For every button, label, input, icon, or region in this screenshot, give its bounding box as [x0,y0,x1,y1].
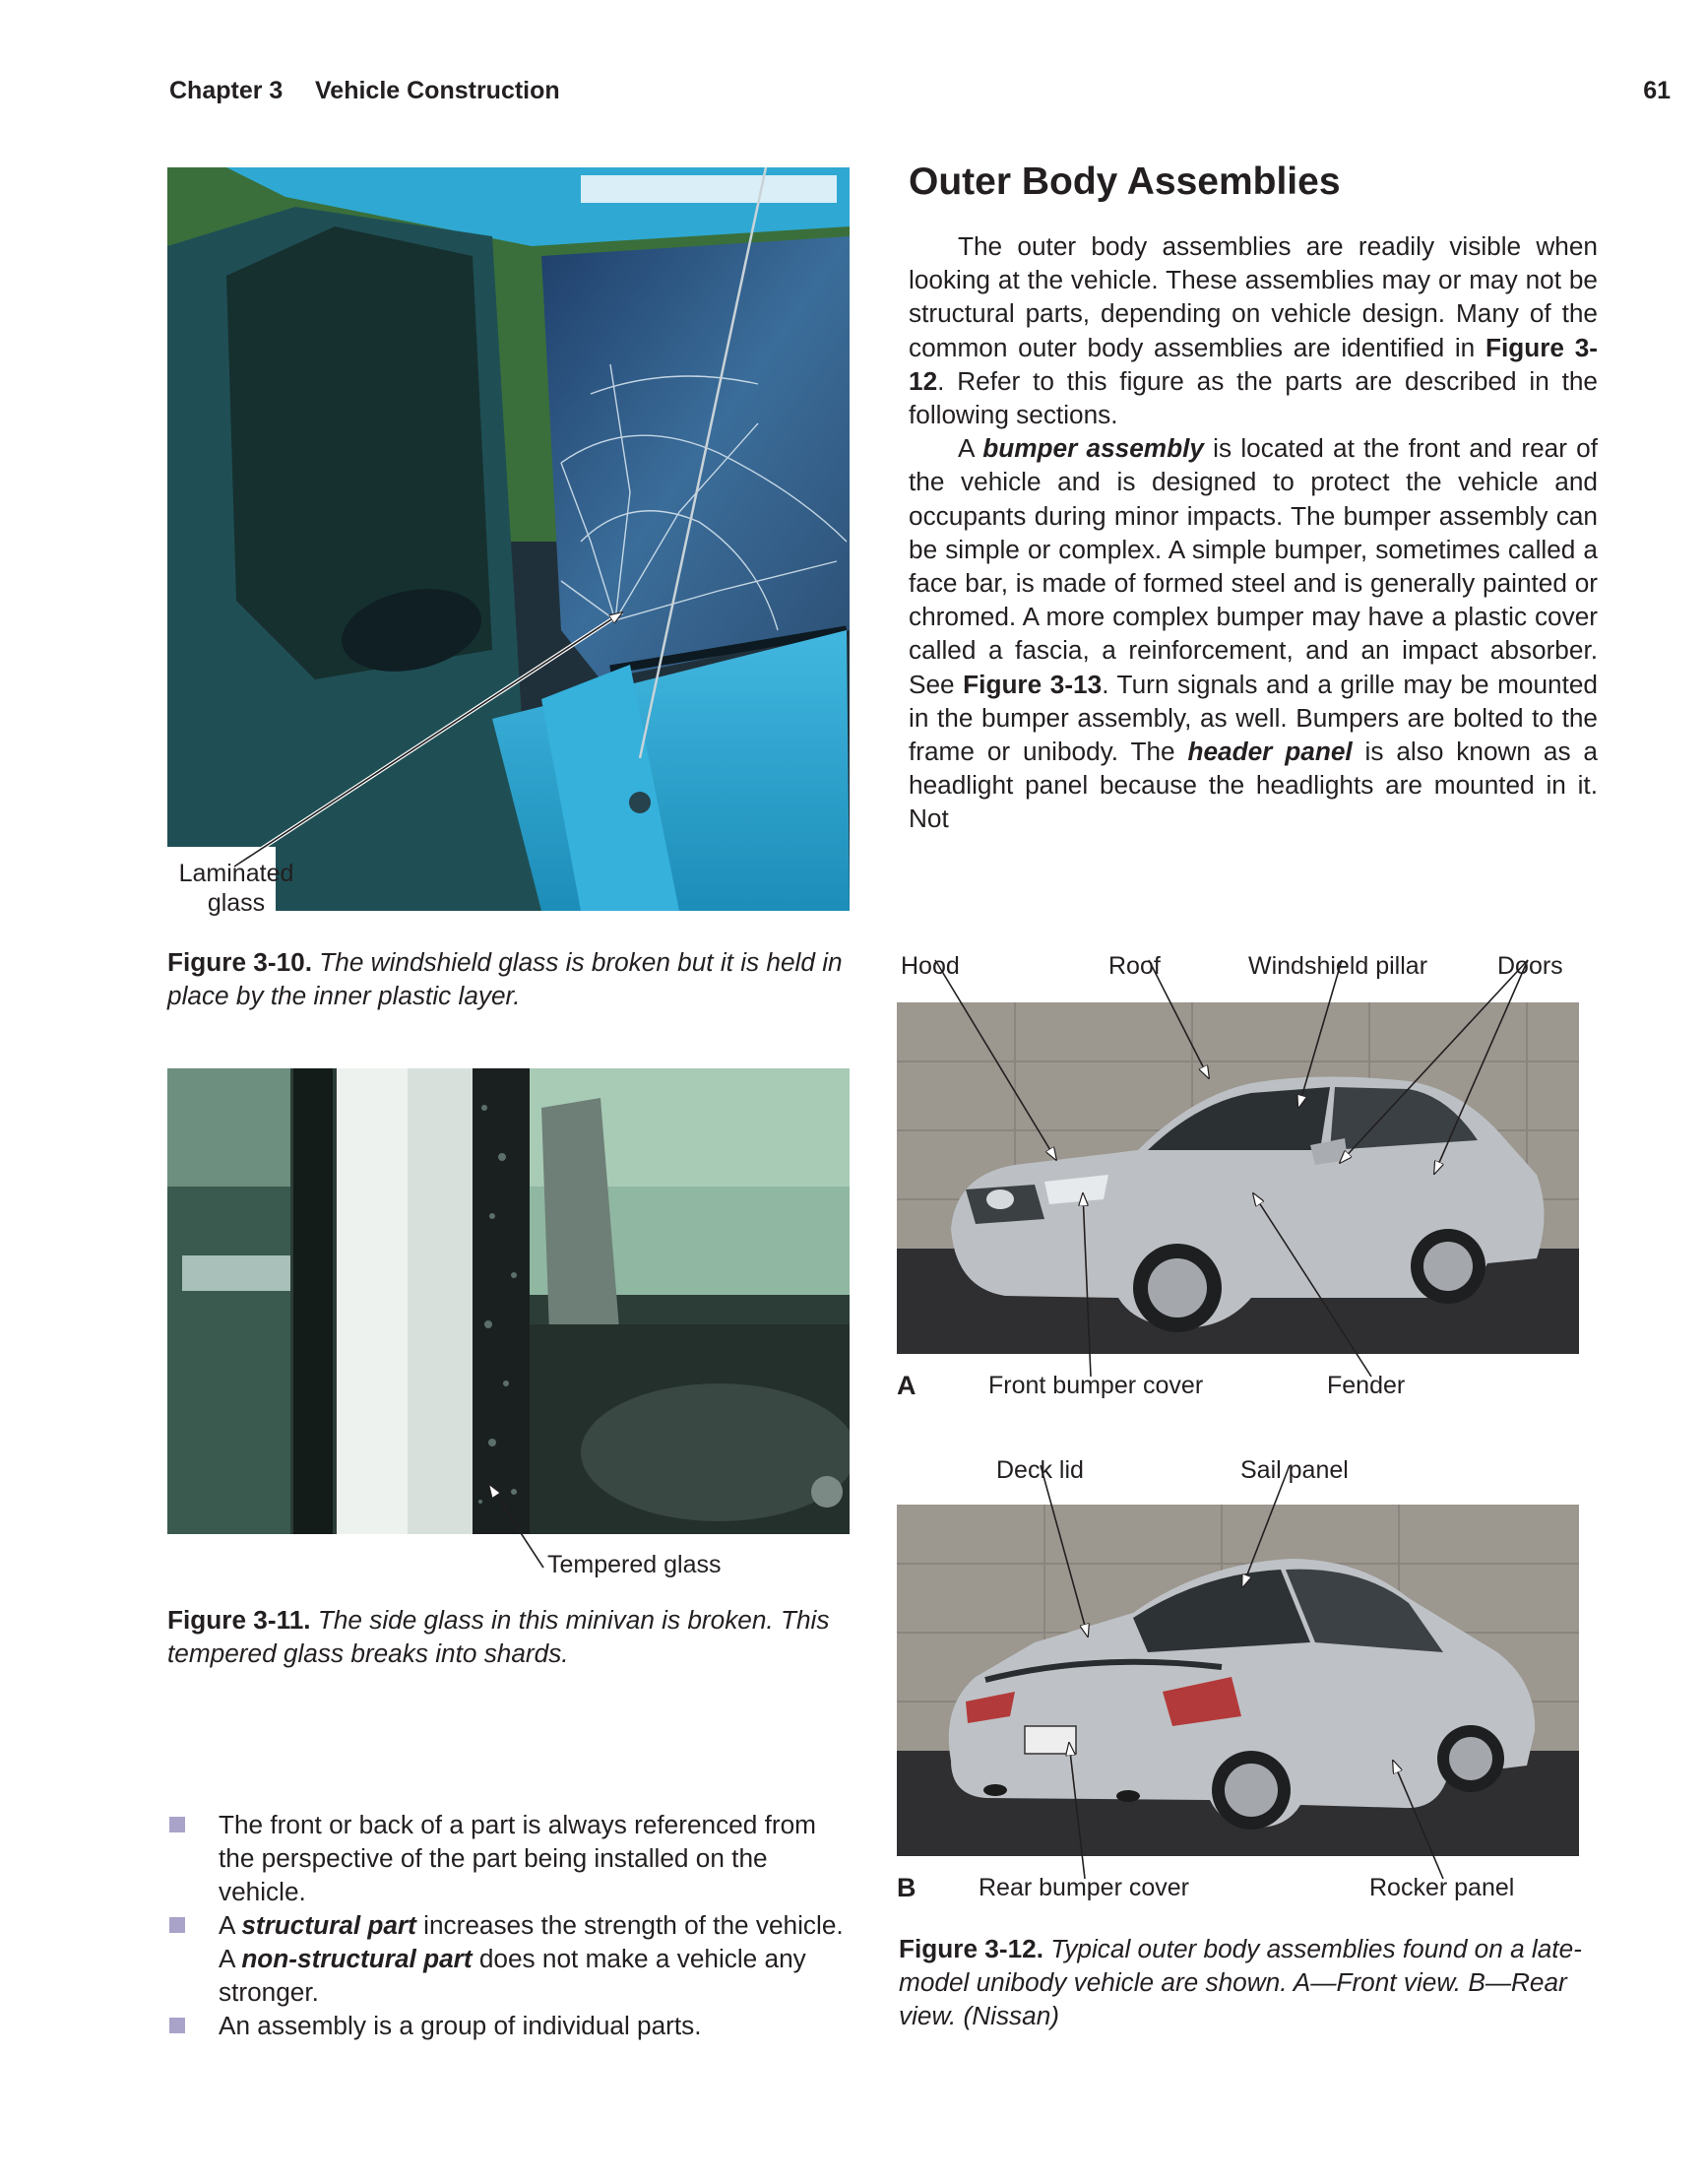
figure-number: Figure 3-11. [167,1605,311,1635]
bullet-square-icon [169,2018,185,2033]
figure-3-12a-photo [897,1002,1579,1354]
list-item: An assembly is a group of individual parts. [169,2009,858,2042]
figure-caption-text: The windshield glass is broken but it is held in place by the inner plastic layer. [167,947,843,1010]
figure-3-12b-photo [897,1505,1579,1856]
minivan-side-glass-illustration [167,1068,850,1534]
figure-caption-text: The side glass in this minivan is broken. This tempered glass breaks into shards. [167,1605,830,1668]
rear-car-illustration [897,1505,1579,1856]
paragraph-2: A bumper assembly is located at the front and rear of the vehicle and is designed to protect the vehicle and occupants during minor impacts. The bumper assembly can be simple or complex. A simple bumper, sometimes called a face bar, is made of formed steel and is generally painted or chromed. A more complex bumper may have a plastic cover called a fascia, a reinforcement, and an impact absorber. See Figure 3-13. Turn signals and a grille may be mounted in the bumper assembly, as well. Bumpers are bolted to the frame or unibody. The header panel is also known as a headlight panel because the headlights are mounted in it. Not [909,433,1598,834]
list-item: The front or back of a part is always referenced from the perspective of the part being installed on the vehicle. [169,1808,858,1908]
page-number: 61 [1643,77,1671,104]
front-car-illustration [897,1002,1579,1354]
bullet-square-icon [169,1917,185,1933]
doors-label: Doors [1497,952,1563,980]
laminated-glass-label: Laminated glass [178,860,294,917]
section-body [909,229,1598,836]
figure-3-10-caption [167,945,856,1012]
figure-3-11-photo [167,1068,850,1534]
figure-3-10-photo [167,167,850,911]
key-points-list [169,1808,858,2042]
figure-3-12-caption [899,1932,1588,2032]
figure-number: Figure 3-12. [899,1934,1043,1963]
bullet-square-icon [169,1817,185,1832]
figure-3-11-caption [167,1603,856,1670]
tempered-glass-label: Tempered glass [547,1551,722,1578]
figure-caption-text: Typical outer body assemblies found on a late-model unibody vehicle are shown. A—Front view. B—Rear view. (Nissan) [899,1934,1582,2030]
figure-number: Figure 3-10. [167,947,312,977]
roof-label: Roof [1108,952,1161,980]
front-bumper-cover-label: Front bumper cover [988,1372,1204,1399]
deck-lid-label: Deck lid [996,1456,1084,1484]
paragraph-1: The outer body assemblies are readily visible when looking at the vehicle. These assemblies may or may not be structural parts, depending on vehicle design. Many of the common outer body assemblies are identified in Figure 3-12. Refer to this figure as the parts are described in the following sections. [909,231,1598,430]
chapter-label: Chapter 3 [169,77,284,104]
rear-bumper-cover-label: Rear bumper cover [979,1874,1189,1901]
fender-label: Fender [1327,1372,1406,1399]
chapter-title: Vehicle Construction [315,77,560,104]
hood-label: Hood [901,952,960,980]
sail-panel-label: Sail panel [1240,1456,1349,1484]
windshield-pillar-label: Windshield pillar [1248,952,1428,980]
figure-3-12a-letter: A [897,1371,916,1400]
broken-windshield-illustration [167,167,850,911]
rocker-panel-label: Rocker panel [1369,1874,1515,1901]
section-heading: Outer Body Assemblies [909,161,1341,203]
figure-3-12b-letter: B [897,1873,916,1902]
list-item: A structural part increases the strength of the vehicle. A non-structural part does not make a vehicle any stronger. [169,1908,858,2009]
